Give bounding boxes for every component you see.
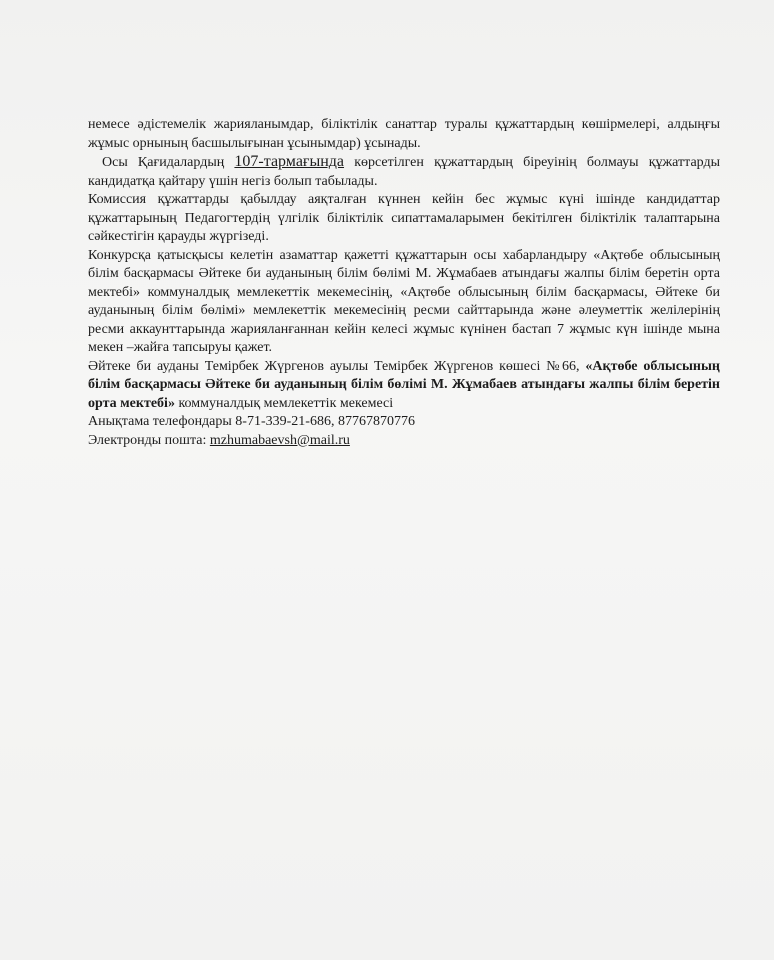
rules-text-before: Осы Қағидалардың [102,155,235,170]
rules-text-after: көрсетілген құжаттардың біреуінің болмауы құжаттарды кандидатқа қайтару үшін негіз болып табылады. [88,155,720,189]
institution-type: коммуналдық мемлекеттік мекемесі [174,395,394,411]
paragraph-commission-review: Комиссия құжаттарды қабылдау аяқталған күннен кейін бес жұмыс күні ішінде кандидаттар құжаттарының Педагогтердің үлгілік біліктілік сипаттамаларымен бекітілген біліктілік талаптарына сәйкестігін қарауды жүргізеді. [88,192,720,244]
rules-paragraph-link[interactable]: 107-тармағында [234,153,345,170]
paragraph-submission: Конкурсқа қатысқысы келетін азаматтар қажетті құжаттарын осы хабарландыру «Ақтөбе облысының білім басқармасы Әйтеке би ауданының білім бөлімі М. Жұмабаев атындағы жалпы білім беретін орта мектебі» коммуналдық мемлекеттік мекемесінің, «Ақтөбе облысының білім басқармасы, Әйтеке би ауданының білім бөлімі» мемлекеттік мекемесінің ресми сайттарында және әлеуметтік желілерінің ресми аккаунттарында жарияланғаннан кейін келесі жұмыс күнінен бастап 7 жұмыс күн ішінде мына мекен –жайға тапсыруы қажет. [88,247,720,355]
address-text: Әйтеке би ауданы Темірбек Жүргенов ауылы Темірбек Жүргенов көшесі №66, [88,358,586,374]
paragraph-rules-reference [88,153,720,191]
email-label: Электронды пошта: [88,432,210,448]
email-link[interactable]: mzhumabaevsh@mail.ru [209,432,350,448]
institution-name: «Ақтөбе облысының білім басқармасы Әйтеке би ауданының білім бөлімі М. Жұмабаев атындағы жалпы білім беретін орта мектебі» [88,358,720,411]
contact-phones: Анықтама телефондары 8-71-339-21-686, 87767870776 [88,414,415,429]
document-body [88,116,720,450]
contact-email-line [88,432,720,451]
paragraph-address [88,358,720,414]
paragraph-documents-list: немесе әдістемелік жарияланымдар, біліктілік санаттар туралы құжаттардың көшірмелері, алдыңғы жұмыс орнының басшылығынан ұсынымдар) ұсынады. [88,117,720,151]
